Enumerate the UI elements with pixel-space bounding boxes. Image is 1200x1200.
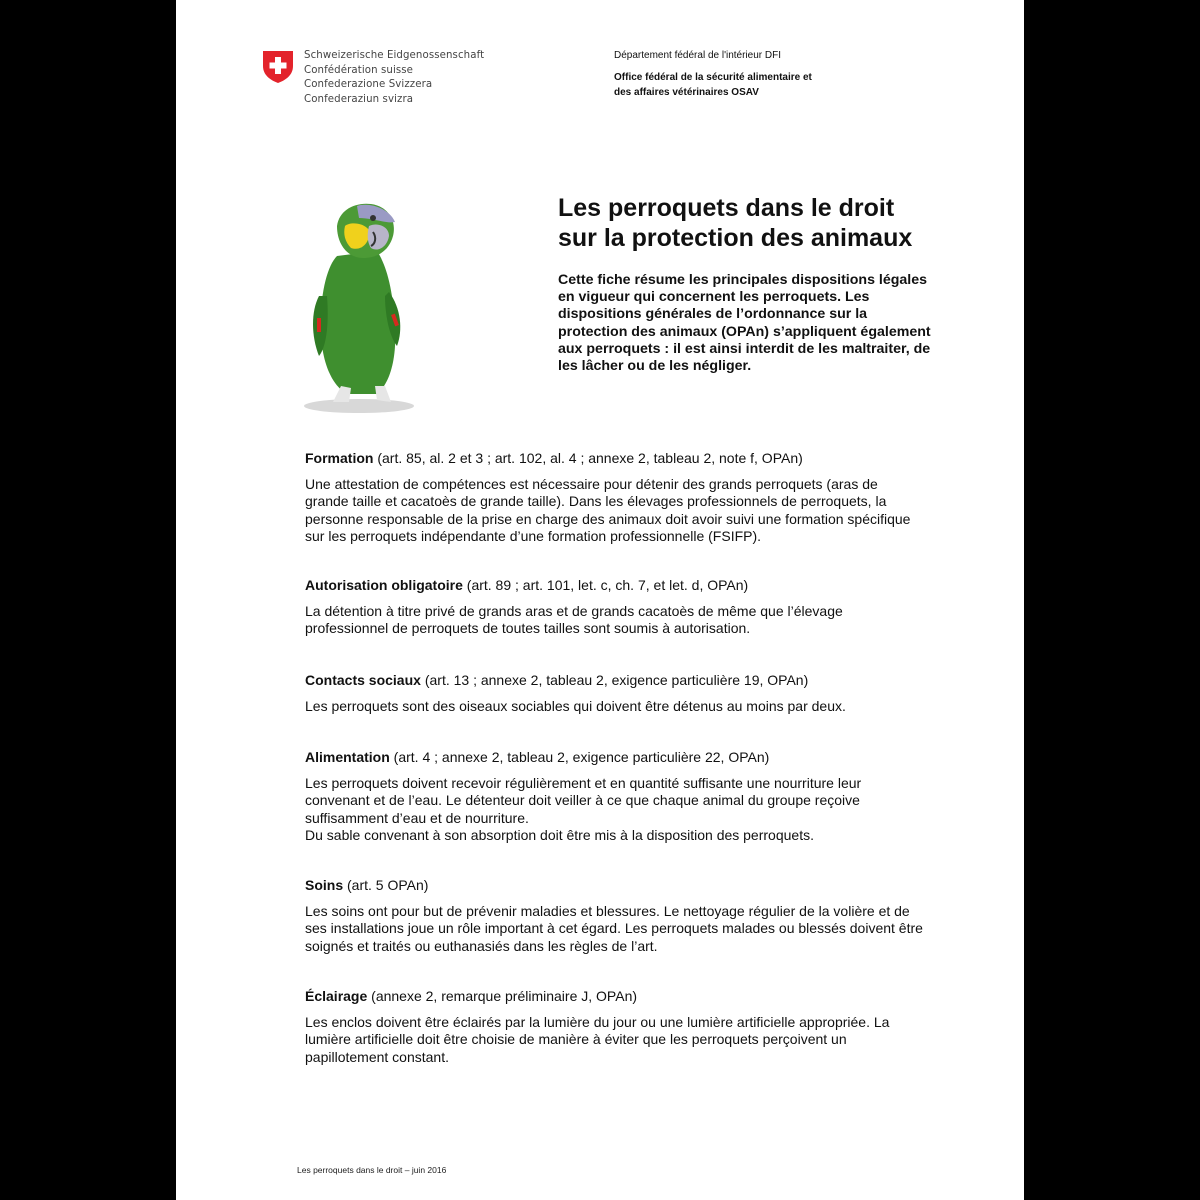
confederation-line-fr: Confédération suisse: [304, 64, 414, 76]
intro-line: protection des animaux (OPAn) s’appliquent également: [558, 323, 931, 340]
body-line: Les perroquets sont des oiseaux sociables qui doivent être détenus au moins par deux.: [305, 698, 846, 714]
section-heading: [305, 749, 965, 766]
section-title: Formation: [305, 450, 374, 466]
section-body: [305, 1014, 965, 1066]
document-page: [176, 0, 1024, 1200]
intro-summary: [558, 272, 958, 375]
confederation-names: [304, 49, 484, 108]
swiss-coat-of-arms-icon: [262, 50, 294, 84]
body-line: sur les perroquets indépendante d’une formation professionnelle (FSIFP).: [305, 528, 762, 545]
section-heading: [305, 577, 965, 594]
body-line: soignés et traités ou euthanasiés dans les règles de l’art.: [305, 937, 658, 954]
body-line: suffisamment d’eau et de nourriture.: [305, 809, 529, 826]
section-refs: (art. 4 ; annexe 2, tableau 2, exigence particulière 22, OPAn): [389, 749, 770, 765]
body-line: professionnel de perroquets de toutes tailles sont soumis à autorisation.: [305, 620, 751, 637]
body-line: personne responsable de la prise en charge des animaux doit avoir suivi une formation spécifique: [305, 510, 911, 527]
section-title: Autorisation obligatoire: [305, 577, 463, 593]
section-soins: [305, 877, 965, 955]
section-title: Soins: [305, 877, 344, 893]
body-line: Du sable convenant à son absorption doit être mis à la disposition des perroquets.: [305, 827, 814, 844]
intro-line: aux perroquets : il est ainsi interdit de les maltraiter, de: [558, 340, 931, 357]
section-body: [305, 476, 965, 546]
section-refs: (art. 13 ; annexe 2, tableau 2, exigence particulière 19, OPAn): [420, 672, 809, 688]
title-line: Les perroquets dans le droit: [558, 194, 895, 222]
section-heading: [305, 672, 965, 689]
intro-line: Cette fiche résume les principales dispositions légales: [558, 272, 928, 288]
section-body: [305, 903, 965, 955]
department-name: Département fédéral de l'intérieur DFI: [614, 50, 781, 61]
section-heading: [305, 988, 965, 1005]
body-line: Les enclos doivent être éclairés par la lumière du jour ou une lumière artificielle appropriée. La: [305, 1014, 890, 1030]
body-line: ses installations joue un rôle important à cet égard. Les perroquets malades ou blessés doivent être: [305, 920, 923, 937]
body-line: grande taille et cacatoès de grande taille). Dans les élevages professionnels de perroquets, la: [305, 493, 887, 510]
section-refs: (art. 89 ; art. 101, let. c, ch. 7, et let. d, OPAn): [462, 577, 749, 593]
section-alimentation: [305, 749, 965, 845]
parrot-image: [297, 196, 417, 414]
section-refs: (art. 85, al. 2 et 3 ; art. 102, al. 4 ; annexe 2, tableau 2, note f, OPAn): [373, 450, 803, 466]
confederation-line-de: Schweizerische Eidgenossenschaft: [304, 50, 485, 61]
section-heading: [305, 877, 965, 894]
office-name: [614, 71, 812, 100]
body-line: Les perroquets doivent recevoir régulièrement et en quantité suffisante une nourriture leur: [305, 775, 862, 791]
section-refs: (art. 5 OPAn): [343, 877, 429, 893]
section-title: Alimentation: [305, 749, 390, 765]
body-line: convenant et de l’eau. Le détenteur doit veiller à ce que chaque animal du groupe reçoive: [305, 792, 860, 809]
body-line: lumière artificielle doit être choisie de manière à éviter que les perroquets perçoivent un: [305, 1031, 847, 1048]
section-body: [305, 775, 965, 845]
office-line: des affaires vétérinaires OSAV: [614, 86, 759, 98]
office-line: Office fédéral de la sécurité alimentaire et: [614, 72, 812, 83]
section-title: Éclairage: [305, 988, 368, 1004]
confederation-line-rm: Confederaziun svizra: [304, 94, 414, 106]
body-line: papillotement constant.: [305, 1048, 449, 1065]
section-body: [305, 603, 965, 638]
section-refs: (annexe 2, remarque préliminaire J, OPAn): [367, 988, 638, 1004]
intro-line: dispositions générales de l’ordonnance sur la: [558, 306, 868, 323]
page-title: [558, 193, 912, 253]
confederation-line-it: Confederazione Svizzera: [304, 79, 433, 91]
section-formation: [305, 450, 965, 546]
section-contacts-sociaux: [305, 672, 965, 715]
section-title: Contacts sociaux: [305, 672, 421, 688]
section-autorisation: [305, 577, 965, 638]
section-eclairage: [305, 988, 965, 1066]
intro-line: en vigueur qui concernent les perroquets. Les: [558, 289, 870, 306]
page-footer: Les perroquets dans le droit – juin 2016: [297, 1165, 447, 1175]
section-body: [305, 698, 965, 715]
body-line: La détention à titre privé de grands aras et de grands cacatoès de même que l’élevage: [305, 603, 843, 619]
body-line: Une attestation de compétences est nécessaire pour détenir des grands perroquets (aras de: [305, 476, 878, 492]
title-line: sur la protection des animaux: [558, 224, 913, 252]
section-heading: [305, 450, 965, 467]
intro-line: les lâcher ou de les négliger.: [558, 358, 752, 375]
body-line: Les soins ont pour but de prévenir maladies et blessures. Le nettoyage régulier de la volière et de: [305, 903, 910, 919]
